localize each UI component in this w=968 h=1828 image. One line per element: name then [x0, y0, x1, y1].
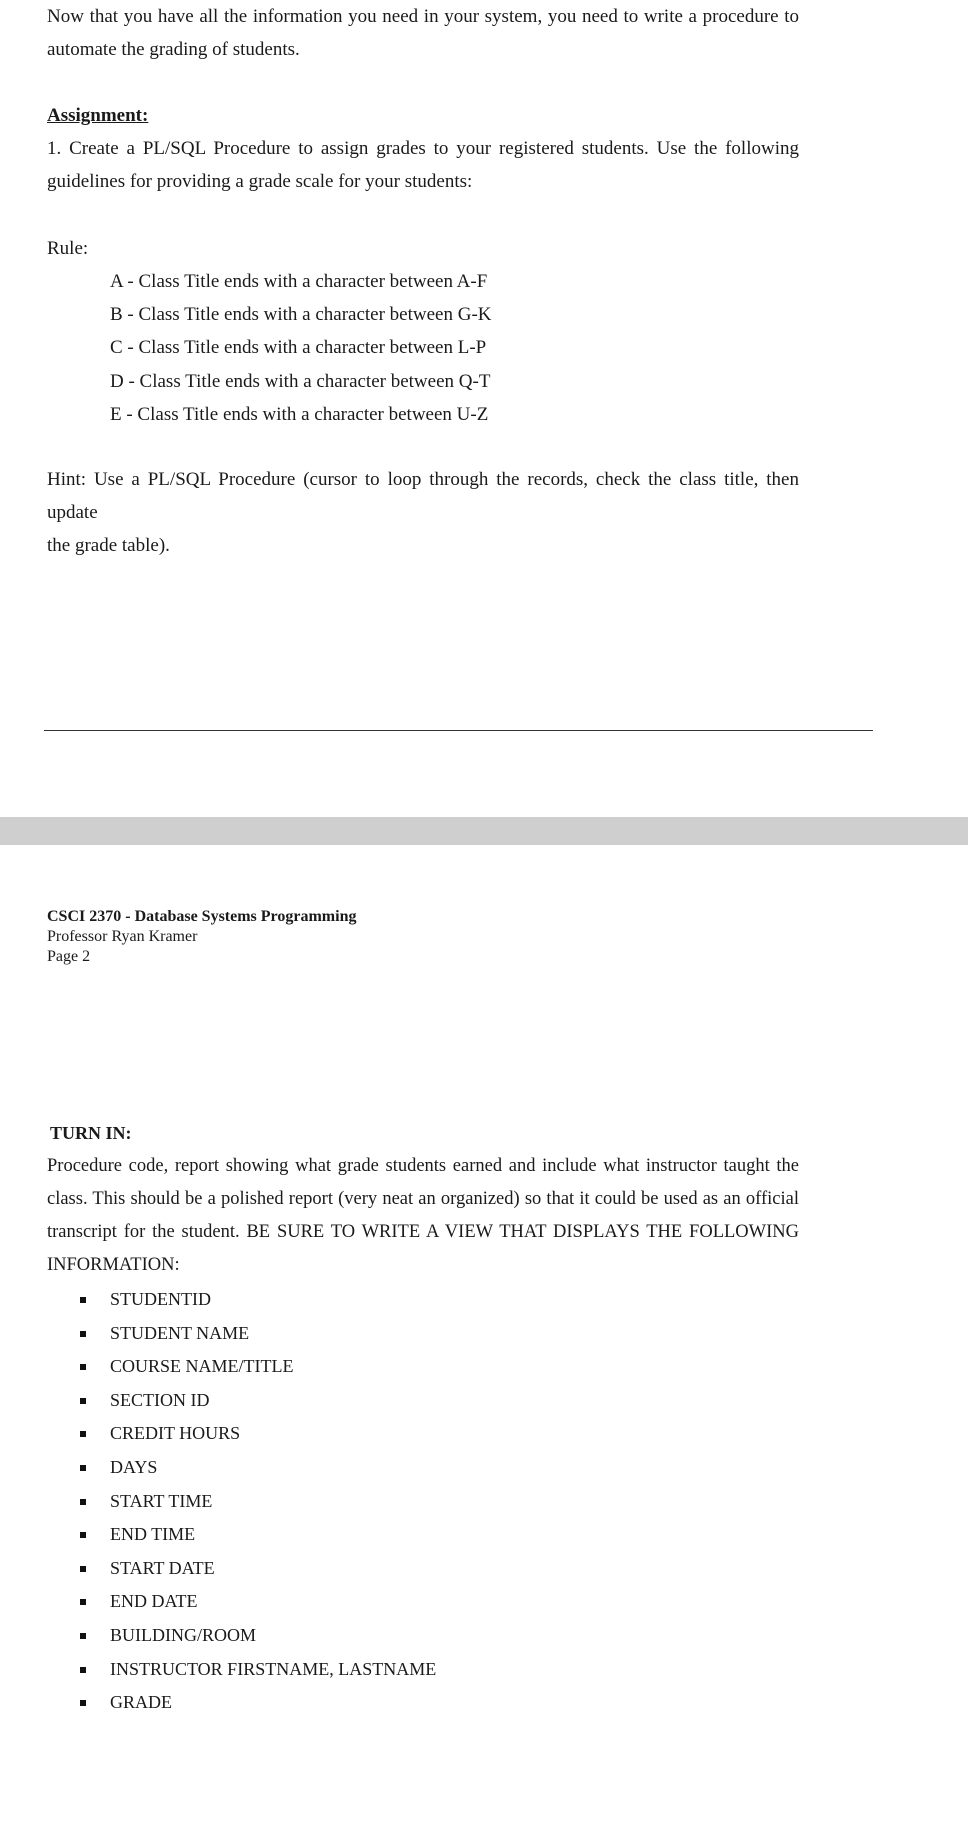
- view-field-label: BUILDING/ROOM: [110, 1624, 256, 1645]
- page-header: [47, 907, 356, 967]
- view-field-item: [77, 1384, 436, 1418]
- bullet-square-icon: [80, 1667, 86, 1673]
- bullet-square-icon: [80, 1566, 86, 1572]
- turn-in-line: INFORMATION:: [47, 1255, 180, 1275]
- view-field-item: [77, 1283, 436, 1317]
- bullet-square-icon: [80, 1297, 86, 1303]
- assignment-heading: Assignment:: [47, 105, 149, 126]
- view-field-label: COURSE NAME/TITLE: [110, 1356, 294, 1377]
- view-field-item: [77, 1518, 436, 1552]
- view-field-label: CREDIT HOURS: [110, 1423, 241, 1444]
- view-field-list: [77, 1283, 436, 1720]
- view-field-item: [77, 1317, 436, 1351]
- intro-paragraph: [47, 0, 799, 66]
- rule-label: Rule:: [47, 238, 89, 259]
- task-line: guidelines for providing a grade scale for your students:: [47, 171, 473, 192]
- view-field-item: [77, 1653, 436, 1687]
- view-field-item: [77, 1619, 436, 1653]
- bullet-square-icon: [80, 1331, 86, 1337]
- bullet-square-icon: [80, 1599, 86, 1605]
- view-field-item: [77, 1350, 436, 1384]
- grade-rule-item: A - Class Title ends with a character between A-F: [110, 271, 488, 292]
- view-field-label: END DATE: [110, 1591, 198, 1612]
- view-field-item: [77, 1585, 436, 1619]
- page-separator: [0, 817, 968, 845]
- turn-in-line: transcript for the student. BE SURE TO WRITE A VIEW THAT DISPLAYS THE FOLLOWING: [47, 1222, 799, 1242]
- view-field-item: [77, 1485, 436, 1519]
- hint-paragraph: [47, 463, 799, 562]
- view-field-item: [77, 1686, 436, 1720]
- turn-in-heading: TURN IN:: [50, 1123, 132, 1143]
- bullet-square-icon: [80, 1398, 86, 1404]
- horizontal-divider: [44, 730, 873, 731]
- view-field-label: GRADE: [110, 1692, 172, 1713]
- bullet-square-icon: [80, 1532, 86, 1538]
- view-field-item: [77, 1417, 436, 1451]
- bullet-square-icon: [80, 1700, 86, 1706]
- turn-in-paragraph: [47, 1150, 799, 1282]
- bullet-square-icon: [80, 1499, 86, 1505]
- grade-rule-item: B - Class Title ends with a character between G-K: [110, 304, 492, 326]
- grade-rule-item: C - Class Title ends with a character between L-P: [110, 337, 487, 359]
- intro-line: Now that you have all the information you need in your system, you need to write a procedure to: [47, 6, 799, 27]
- view-field-label: STUDENTID: [110, 1289, 211, 1309]
- document-page-1: [0, 0, 968, 817]
- grade-rule-item: D - Class Title ends with a character between Q-T: [110, 370, 491, 392]
- bullet-square-icon: [80, 1364, 86, 1370]
- view-field-label: END TIME: [110, 1524, 196, 1545]
- grade-rule-list: [110, 265, 492, 431]
- document-page-2: [0, 845, 968, 1828]
- bullet-square-icon: [80, 1633, 86, 1639]
- intro-line: automate the grading of students.: [47, 39, 300, 60]
- view-field-label: START DATE: [110, 1557, 215, 1578]
- view-field-label: STUDENT NAME: [110, 1322, 250, 1343]
- view-field-label: DAYS: [110, 1456, 158, 1477]
- task-paragraph: [47, 132, 799, 198]
- grade-rule-item: E - Class Title ends with a character between U-Z: [110, 403, 489, 425]
- hint-line: Hint: Use a PL/SQL Procedure (cursor to loop through the records, check the class title, then update: [47, 469, 799, 523]
- page-number: Page 2: [47, 948, 91, 965]
- view-field-label: SECTION ID: [110, 1389, 210, 1410]
- bullet-square-icon: [80, 1465, 86, 1471]
- view-field-item: [77, 1552, 436, 1586]
- bullet-square-icon: [80, 1431, 86, 1437]
- task-line: 1. Create a PL/SQL Procedure to assign grades to your registered students. Use the following: [47, 138, 799, 159]
- view-field-label: START TIME: [110, 1490, 213, 1511]
- view-field-item: [77, 1451, 436, 1485]
- hint-line: the grade table).: [47, 535, 170, 556]
- course-title: CSCI 2370 - Database Systems Programming: [47, 908, 357, 925]
- turn-in-line: class. This should be a polished report (very neat an organized) so that it could be used as an official: [47, 1189, 799, 1209]
- view-field-label: INSTRUCTOR FIRSTNAME, LASTNAME: [110, 1658, 437, 1679]
- turn-in-line: Procedure code, report showing what grade students earned and include what instructor taught the: [47, 1156, 799, 1176]
- professor-name: Professor Ryan Kramer: [47, 928, 198, 945]
